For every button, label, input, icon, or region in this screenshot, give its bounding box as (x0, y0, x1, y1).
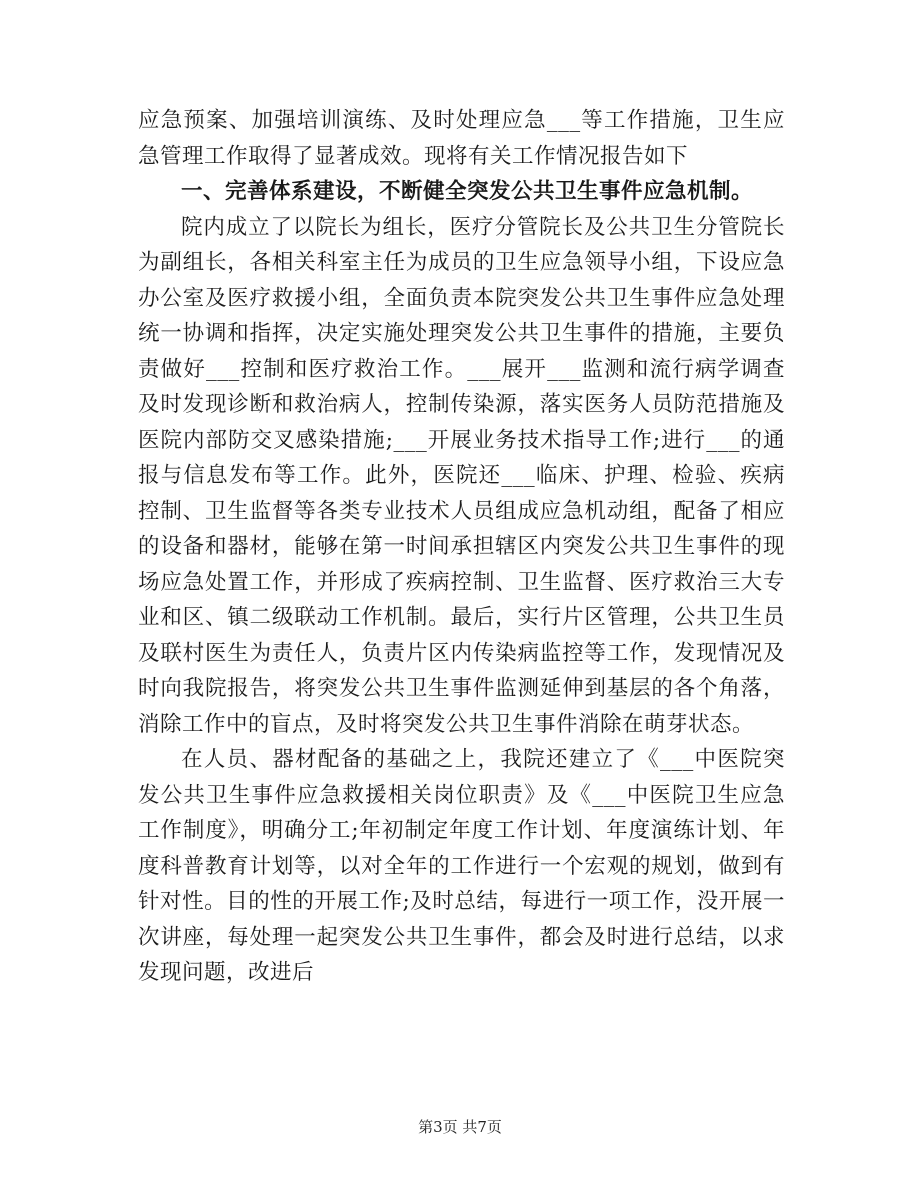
page-footer: 第3页 共7页 (418, 1118, 502, 1136)
paragraph-continuation: 应急预案、加强培训演练、及时处理应急___等工作措施，卫生应急管理工作取得了显著成效。现将有关工作情况报告如下 (138, 108, 785, 169)
document-body (138, 103, 785, 991)
section-heading: 一、完善体系建设，不断健全突发公共卫生事件应急机制。 (181, 179, 754, 204)
paragraph-system: 在人员、器材配备的基础之上，我院还建立了《___中医院突发公共卫生事件应急救援相关岗位职责》及《___中医院卫生应急工作制度》，明确分工;年初制定年度工作计划、年度演练计划、年度科普教育计划等，以对全年的工作进行一个宏观的规划，做到有针对性。目的性的开展工作;及时总结，每进行一项工作，没开展一次讲座，每处理一起突发公共卫生事件，都会及时进行总结，以求发现问题，改进后 (138, 747, 785, 985)
paragraph-organization: 院内成立了以院长为组长，医疗分管院长及公共卫生分管院长为副组长，各相关科室主任为成员的卫生应急领导小组，下设应急办公室及医疗救援小组，全面负责本院突发公共卫生事件应急处理统一协调和指挥，决定实施处理突发公共卫生事件的措施，主要负责做好___控制和医疗救治工作。___展开___监测和流行病学调查及时发现诊断和救治病人，控制传染源，落实医务人员防范措施及医院内部防交叉感染措施;___开展业务技术指导工作;进行___的通报与信息发布等工作。此外，医院还___临床、护理、检验、疾病控制、卫生监督等各类专业技术人员组成应急机动组，配备了相应的设备和器材，能够在第一时间承担辖区内突发公共卫生事件的现场应急处置工作，并形成了疾病控制、卫生监督、医疗救治三大专业和区、镇二级联动工作机制。最后，实行片区管理，公共卫生员及联村医生为责任人，负责片区内传染病监控等工作，发现情况及时向我院报告，将突发公共卫生事件监测延伸到基层的各个角落，消除工作中的盲点，及时将突发公共卫生事件消除在萌芽状态。 (138, 214, 785, 737)
